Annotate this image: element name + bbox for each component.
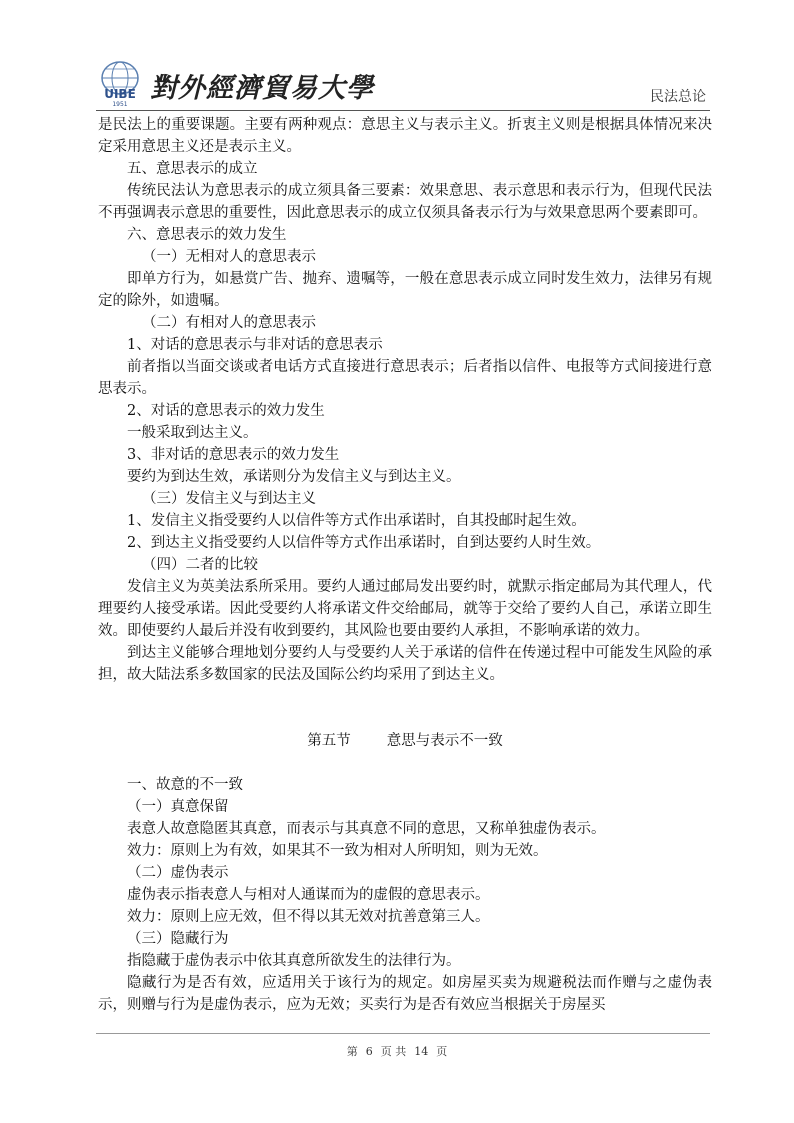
paragraph: 前者指以当面交谈或者电话方式直接进行意思表示；后者指以信件、电报等方式间接进行意思表示。 [98,359,712,397]
section-title: 意思与表示不一致 [386,733,503,749]
section-number: 第五节 [307,733,351,749]
paragraph: 即单方行为，如悬赏广告、抛弃、遗嘱等，一般在意思表示成立同时发生效力，法律另有规定的除外，如遗嘱。 [98,271,712,309]
paragraph: 效力：原则上应无效，但不得以其无效对抗善意第三人。 [127,909,490,925]
list-item: 2、对话的意思表示的效力发生 [127,403,325,419]
university-logo-icon [96,58,144,108]
paragraph: 要约为到达生效，承诺则分为发信主义与到达主义。 [127,469,461,485]
paragraph: 指隐藏于虚伪表示中依其真意所欲发生的法律行为。 [127,953,461,969]
page-header [96,52,710,108]
paragraph: 一般采取到达主义。 [127,425,258,441]
course-title: 民法总论 [650,89,706,105]
logo-year: 1951 [112,101,128,108]
paragraph: 效力：原则上为有效，如果其不一致为相对人所明知，则为无效。 [127,843,548,859]
list-item: 1、对话的意思表示与非对话的意思表示 [127,337,383,353]
paragraph: 隐藏行为是否有效，应适用关于该行为的规定。如房屋买卖为规避税法而作赠与之虚伪表示，则赠与行为是虚伪表示，应为无效；买卖行为是否有效应当根据关于房屋买 [98,975,712,1013]
page-total: 14 [414,1045,429,1058]
logo-text: UIBE [104,87,136,101]
page-mid: 页 共 [380,1045,407,1058]
footer-divider [96,1033,710,1034]
subheading: （四）二者的比较 [142,557,258,573]
document-body [98,114,712,1016]
paragraph: 到达主义能够合理地划分要约人与受要约人关于承诺的信件在传递过程中可能发生风险的承担，故大陆法系多数国家的民法及国际公约均采用了到达主义。 [98,645,712,683]
heading-6: 六、意思表示的效力发生 [127,227,287,243]
page-number: 6 [365,1045,373,1058]
heading-5: 五、意思表示的成立 [127,161,258,177]
subheading: （二）虚伪表示 [127,865,229,881]
heading-1: 一、故意的不一致 [127,777,243,793]
subheading: （一）真意保留 [127,799,229,815]
subheading: （三）发信主义与到达主义 [142,491,316,507]
page-suffix: 页 [436,1045,448,1058]
section-heading [98,730,712,752]
paragraph: 虚伪表示指表意人与相对人通谋而为的虚假的意思表示。 [127,887,490,903]
subheading: （二）有相对人的意思表示 [142,315,316,331]
page-footer [0,1043,794,1059]
subheading: （三）隐藏行为 [127,931,229,947]
list-item: 3、非对话的意思表示的效力发生 [127,447,340,463]
header-divider [96,110,710,111]
university-name: 對外經濟貿易大學 [150,73,374,104]
paragraph: 是民法上的重要课题。主要有两种观点：意思主义与表示主义。折衷主义则是根据具体情况来决定采用意思主义还是表示主义。 [98,117,712,155]
paragraph: 传统民法认为意思表示的成立须具备三要素：效果意思、表示意思和表示行为，但现代民法不再强调表示意思的重要性，因此意思表示的成立仅须具备表示行为与效果意思两个要素即可。 [98,183,712,221]
page-prefix: 第 [346,1045,358,1058]
list-item: 2、到达主义指受要约人以信件等方式作出承诺时，自到达要约人时生效。 [127,535,601,551]
paragraph: 发信主义为英美法系所采用。要约人通过邮局发出要约时，就默示指定邮局为其代理人，代理要约人接受承诺。因此受要约人将承诺文件交给邮局，就等于交给了要约人自己，承诺立即生效。即使要约人最后并没有收到要约，其风险也要由要约人承担，不影响承诺的效力。 [98,579,712,639]
subheading: （一）无相对人的意思表示 [142,249,316,265]
paragraph: 表意人故意隐匿其真意，而表示与其真意不同的意思，又称单独虚伪表示。 [127,821,606,837]
list-item: 1、发信主义指受要约人以信件等方式作出承诺时，自其投邮时起生效。 [127,513,586,529]
